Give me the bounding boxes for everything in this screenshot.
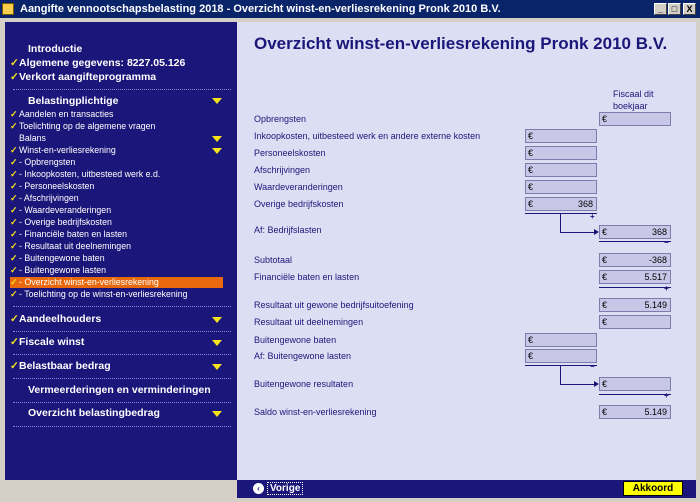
sidebar-item-introductie[interactable]: Introductie bbox=[28, 43, 83, 55]
field-buitengewone-baten[interactable]: € bbox=[525, 333, 597, 347]
chevron-down-icon[interactable] bbox=[212, 317, 222, 323]
check-icon: ✓ bbox=[10, 109, 18, 119]
field-overige-bedrijfskosten[interactable]: € 368 bbox=[525, 197, 597, 211]
chevron-down-icon[interactable] bbox=[212, 340, 222, 346]
sum-line bbox=[525, 213, 597, 214]
check-icon: ✓ bbox=[10, 253, 18, 263]
window-titlebar bbox=[0, 0, 700, 18]
check-icon: ✓ bbox=[10, 217, 18, 227]
sidebar-item-toelichting-algemeen[interactable]: ✓ Toelichting op de algemene vragen bbox=[10, 121, 156, 131]
field-resultaat-deelnemingen[interactable]: € bbox=[599, 315, 671, 329]
sidebar-divider bbox=[13, 89, 231, 90]
label-personeelskosten: Personeelskosten bbox=[254, 148, 326, 158]
check-icon: ✓ bbox=[10, 157, 18, 167]
close-button[interactable]: X bbox=[683, 3, 696, 15]
connector-line bbox=[560, 214, 561, 232]
field-waardeveranderingen[interactable]: € bbox=[525, 180, 597, 194]
label-buitengewone-resultaten: Buitengewone resultaten bbox=[254, 379, 354, 389]
sidebar-navigation bbox=[5, 22, 237, 480]
plus-sign: + bbox=[590, 212, 595, 221]
sidebar-item-overzicht-winst-verlies[interactable]: ✓ - Overzicht winst-en-verliesrekening bbox=[10, 277, 223, 288]
sidebar-item-financiele-baten[interactable]: ✓ - Financiële baten en lasten bbox=[10, 229, 128, 239]
label-resultaat-gewoon: Resultaat uit gewone bedrijfsuitoefening bbox=[254, 300, 414, 310]
field-resultaat-gewoon[interactable]: € 5.149 bbox=[599, 298, 671, 312]
sidebar-item-overige-bedrijfskosten[interactable]: ✓ - Overige bedrijfskosten bbox=[10, 217, 112, 227]
label-resultaat-deelnemingen: Resultaat uit deelnemingen bbox=[254, 317, 364, 327]
label-afschrijvingen: Afschrijvingen bbox=[254, 165, 311, 175]
label-buitengewone-baten: Buitengewone baten bbox=[254, 335, 337, 345]
check-icon: ✓ bbox=[10, 241, 18, 251]
prev-button[interactable]: ‹ Vorige bbox=[253, 482, 303, 496]
sidebar-section-belastingplichtige[interactable]: Belastingplichtige bbox=[28, 95, 119, 107]
sidebar-divider bbox=[13, 331, 231, 332]
field-inkoopkosten[interactable]: € bbox=[525, 129, 597, 143]
sidebar-item-afschrijvingen[interactable]: ✓ - Afschrijvingen bbox=[10, 193, 79, 203]
column-header: Fiscaal dit boekjaar bbox=[613, 89, 654, 111]
sum-line bbox=[599, 287, 671, 288]
minus-sign: − bbox=[590, 362, 595, 371]
check-icon: ✓ bbox=[10, 289, 18, 299]
check-icon: ✓ bbox=[10, 265, 18, 275]
field-afschrijvingen[interactable]: € bbox=[525, 163, 597, 177]
main-panel bbox=[237, 22, 696, 480]
sidebar-item-waardeveranderingen[interactable]: ✓ - Waardeveranderingen bbox=[10, 205, 112, 215]
field-personeelskosten[interactable]: € bbox=[525, 146, 597, 160]
sum-line bbox=[599, 394, 671, 395]
connector-line bbox=[560, 232, 594, 233]
sidebar-section-vermeerderingen[interactable]: Vermeerderingen en verminderingen bbox=[28, 384, 211, 396]
label-opbrengsten: Opbrengsten bbox=[254, 114, 307, 124]
check-icon: ✓ bbox=[10, 181, 18, 191]
label-inkoopkosten: Inkoopkosten, uitbesteed werk en andere externe kosten bbox=[254, 131, 481, 141]
check-icon: ✓ bbox=[10, 229, 18, 239]
sidebar-item-toelichting-winst-verlies[interactable]: ✓ - Toelichting op de winst-en-verliesrekening bbox=[10, 289, 188, 299]
check-icon: ✓ bbox=[10, 336, 19, 348]
check-icon: ✓ bbox=[10, 145, 18, 155]
sum-line bbox=[599, 241, 671, 242]
window-title: Aangifte vennootschapsbelasting 2018 - Overzicht winst-en-verliesrekening Pronk 2010 B.V. bbox=[20, 3, 501, 15]
connector-line bbox=[560, 366, 561, 384]
label-buitengewone-lasten: Af: Buitengewone lasten bbox=[254, 351, 352, 361]
field-saldo[interactable]: € 5.149 bbox=[599, 405, 671, 419]
check-icon: ✓ bbox=[10, 121, 18, 131]
sidebar-item-buitengewone-baten[interactable]: ✓ - Buitengewone baten bbox=[10, 253, 105, 263]
sidebar-item-personeelskosten[interactable]: ✓ - Personeelskosten bbox=[10, 181, 95, 191]
field-financiele-baten[interactable]: € 5.517 bbox=[599, 270, 671, 284]
page-title: Overzicht winst-en-verliesrekening Pronk 2010 B.V. bbox=[254, 34, 668, 53]
check-icon: ✓ bbox=[10, 169, 18, 179]
sidebar-item-resultaat-deelnemingen[interactable]: ✓ - Resultaat uit deelnemingen bbox=[10, 241, 131, 251]
minimize-button[interactable]: _ bbox=[654, 3, 667, 15]
field-buitengewone-lasten[interactable]: € bbox=[525, 349, 597, 363]
app-icon bbox=[2, 3, 14, 15]
sidebar-item-inkoopkosten[interactable]: ✓ - Inkoopkosten, uitbesteed werk e.d. bbox=[10, 169, 161, 179]
label-financiele-baten: Financiële baten en lasten bbox=[254, 272, 360, 282]
sidebar-item-winst-verlies[interactable]: ✓ Winst-en-verliesrekening bbox=[10, 145, 116, 155]
label-waardeveranderingen: Waardeveranderingen bbox=[254, 182, 343, 192]
sidebar-divider bbox=[13, 378, 231, 379]
sidebar-section-aandeelhouders[interactable]: ✓Aandeelhouders bbox=[10, 313, 102, 325]
sidebar-divider bbox=[13, 354, 231, 355]
sidebar-item-verkort[interactable]: ✓Verkort aangifteprogramma bbox=[10, 71, 157, 83]
field-buitengewone-resultaten[interactable]: € bbox=[599, 377, 671, 391]
sidebar-item-algemene-gegevens[interactable]: ✓Algemene gegevens: 8227.05.126 bbox=[10, 57, 186, 69]
sidebar-section-fiscale-winst[interactable]: ✓Fiscale winst bbox=[10, 336, 85, 348]
check-icon: ✓ bbox=[10, 71, 19, 83]
sidebar-divider bbox=[13, 402, 231, 403]
sidebar-item-aandelen[interactable]: ✓ Aandelen en transacties bbox=[10, 109, 114, 119]
plus-sign: + bbox=[664, 284, 669, 293]
check-icon: ✓ bbox=[10, 277, 18, 287]
chevron-down-icon[interactable] bbox=[212, 136, 222, 142]
label-subtotaal: Subtotaal bbox=[254, 255, 293, 265]
sidebar-item-balans[interactable]: Balans bbox=[19, 133, 46, 143]
label-bedrijfslasten: Af: Bedrijfslasten bbox=[254, 225, 322, 235]
field-opbrengsten[interactable]: € bbox=[599, 112, 671, 126]
field-bedrijfslasten[interactable]: € 368 bbox=[599, 225, 671, 239]
chevron-down-icon[interactable] bbox=[212, 364, 222, 370]
sidebar-item-opbrengsten[interactable]: ✓ - Opbrengsten bbox=[10, 157, 76, 167]
sum-line bbox=[525, 365, 597, 366]
minus-sign: − bbox=[664, 238, 669, 247]
chevron-down-icon[interactable] bbox=[212, 98, 222, 104]
check-icon: ✓ bbox=[10, 205, 18, 215]
maximize-button[interactable]: □ bbox=[668, 3, 681, 15]
connector-line bbox=[560, 384, 594, 385]
label-overige-bedrijfskosten: Overige bedrijfskosten bbox=[254, 199, 344, 209]
chevron-down-icon[interactable] bbox=[212, 148, 222, 154]
label-saldo: Saldo winst-en-verliesrekening bbox=[254, 407, 377, 417]
field-subtotaal[interactable]: € -368 bbox=[599, 253, 671, 267]
plus-sign: + bbox=[664, 391, 669, 400]
sidebar-item-buitengewone-lasten[interactable]: ✓ - Buitengewone lasten bbox=[10, 265, 107, 275]
sidebar-divider bbox=[13, 426, 231, 427]
chevron-left-icon: ‹ bbox=[253, 483, 264, 494]
check-icon: ✓ bbox=[10, 313, 19, 325]
chevron-down-icon[interactable] bbox=[212, 411, 222, 417]
check-icon: ✓ bbox=[10, 360, 19, 372]
check-icon: ✓ bbox=[10, 193, 18, 203]
sidebar-section-overzicht-belastingbedrag[interactable]: Overzicht belastingbedrag bbox=[28, 407, 160, 419]
sidebar-section-belastbaar-bedrag[interactable]: ✓Belastbaar bedrag bbox=[10, 360, 111, 372]
check-icon: ✓ bbox=[10, 57, 19, 69]
akkoord-button[interactable]: Akkoord bbox=[623, 481, 683, 496]
sidebar-divider bbox=[13, 306, 231, 307]
